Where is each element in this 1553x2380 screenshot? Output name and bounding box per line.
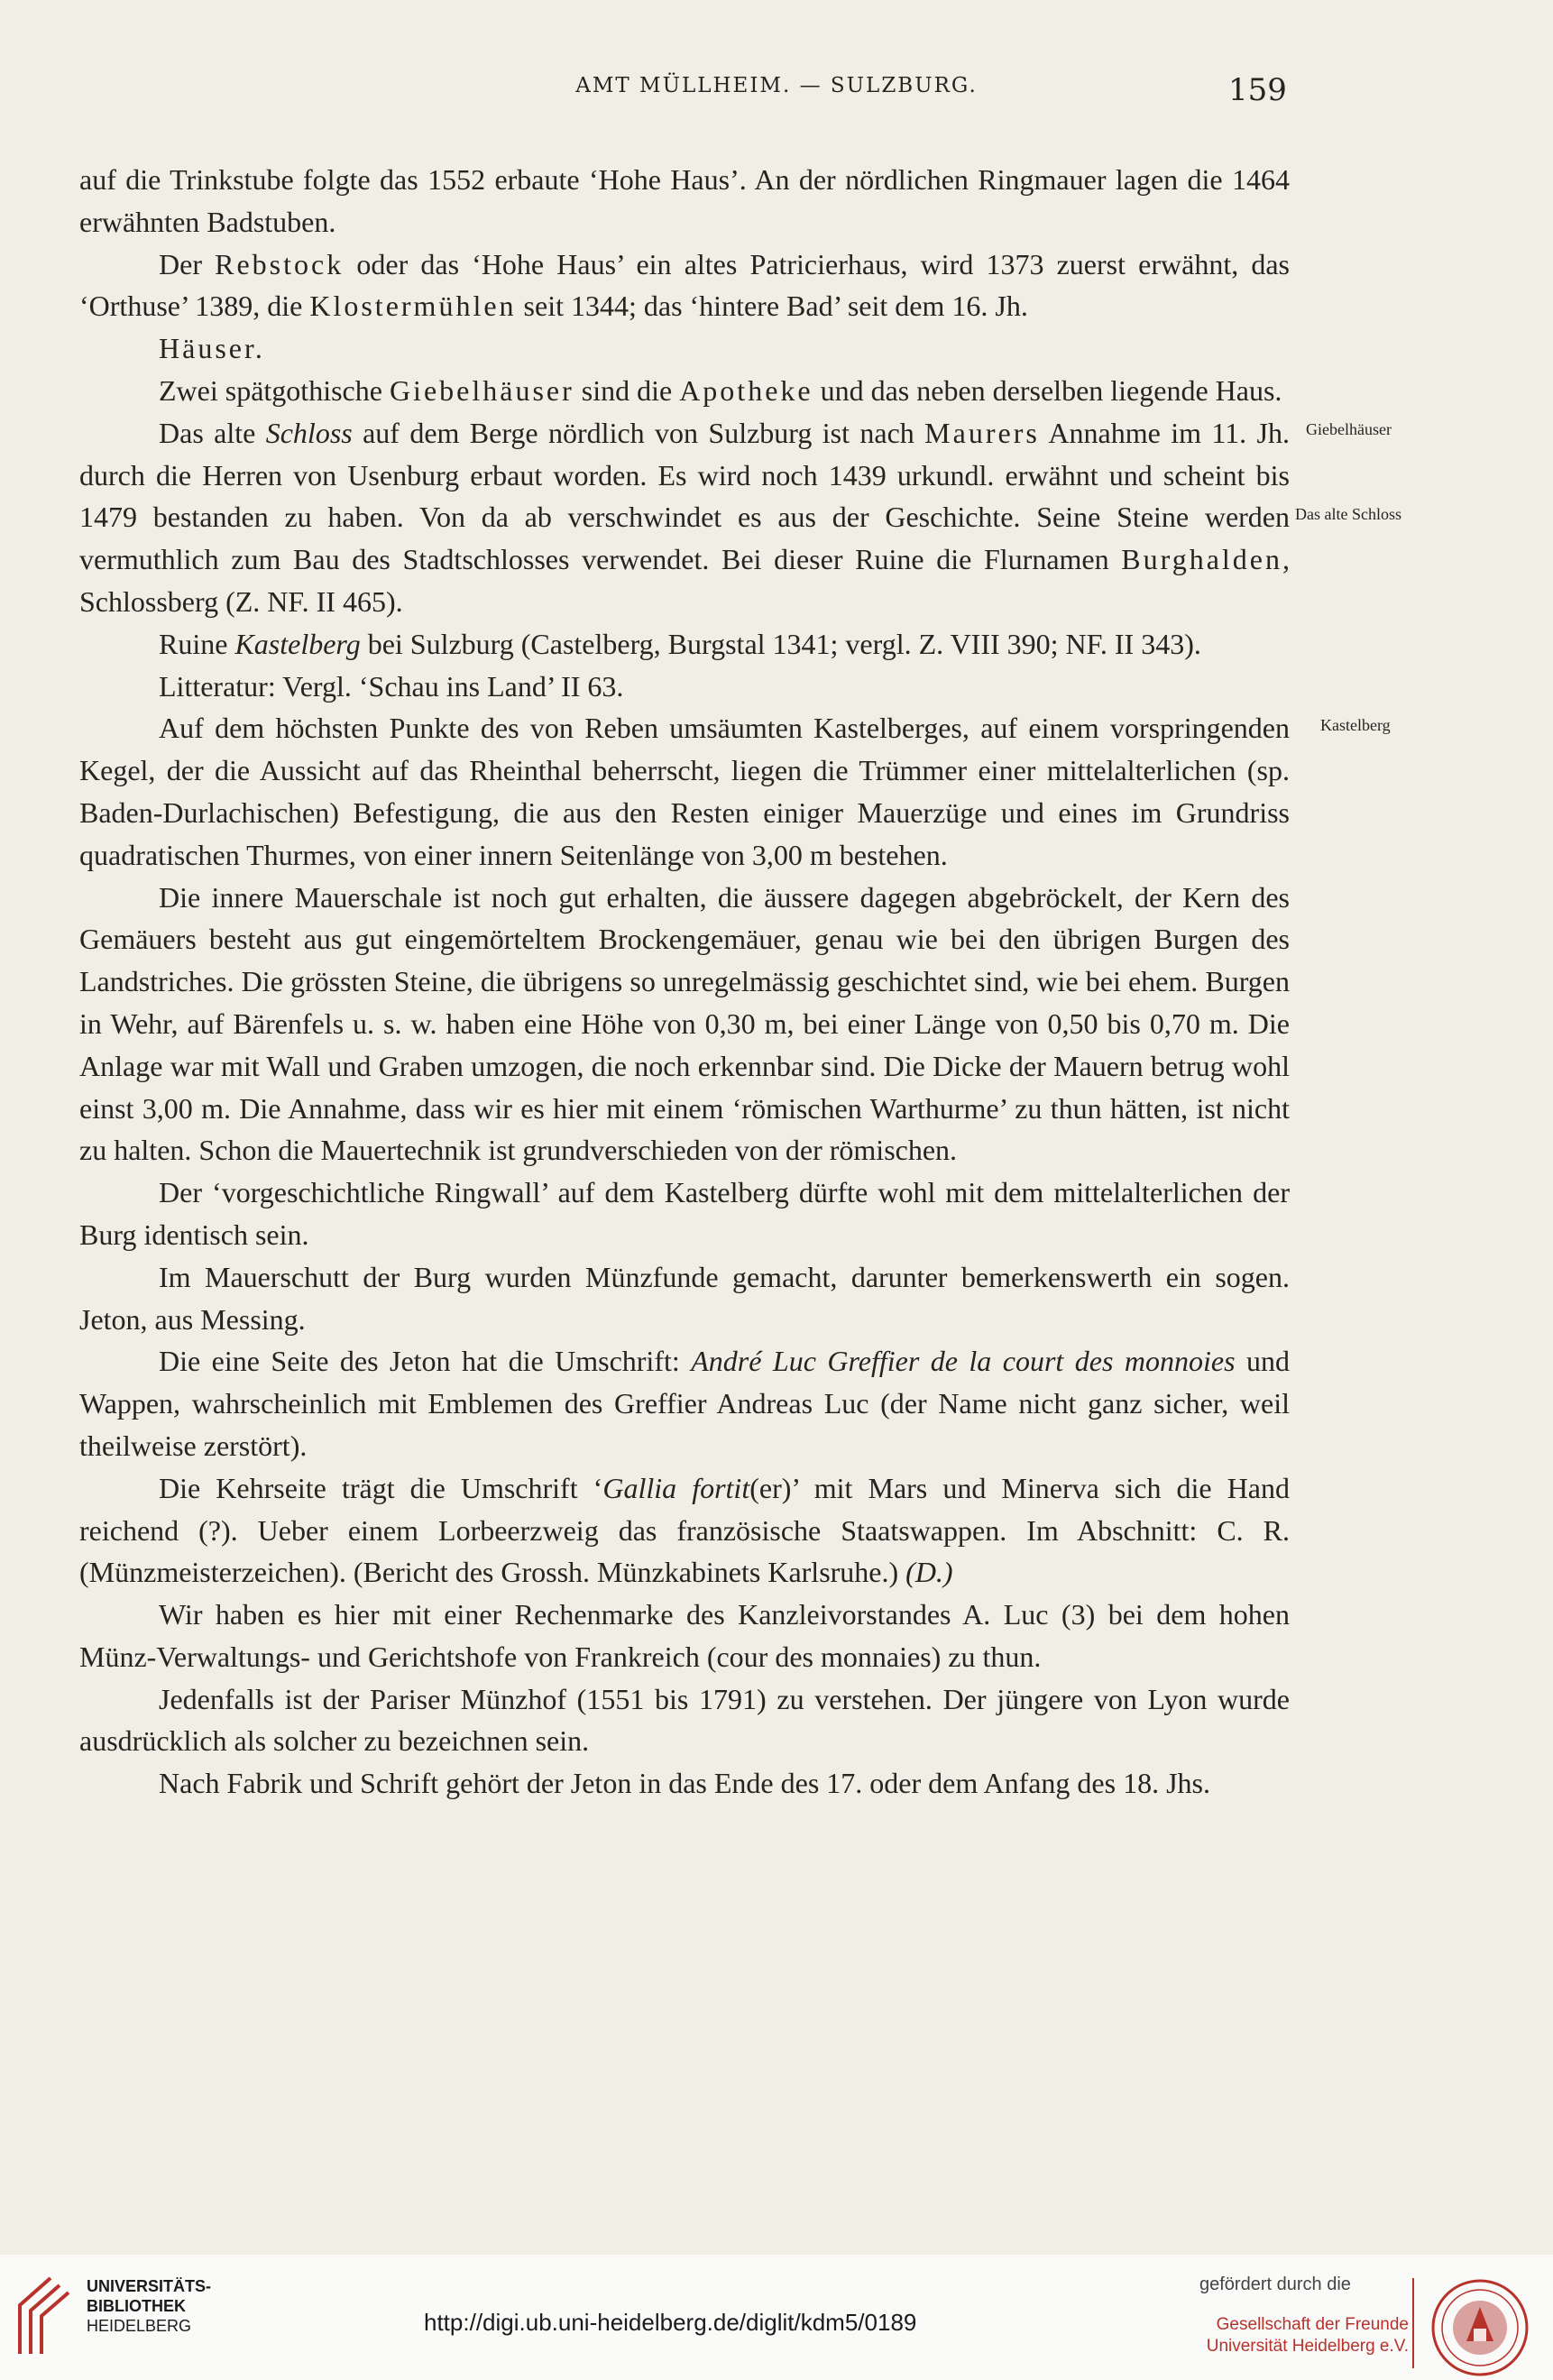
paragraph: Nach Fabrik und Schrift gehört der Jeton in das Ende des 17. oder dem Anfang des 18. Jhs. [159,1767,1210,1800]
margin-note-giebelhaeuser: Giebelhäuser [1306,420,1392,438]
paragraph: Litteratur: Vergl. ‘Schau ins Land’ II 63. [159,669,624,703]
society-name: Gesellschaft der Freunde Universität Heidelberg e.V. [1206,2315,1409,2356]
footer-divider [1412,2278,1414,2368]
paragraph: Der Rebstock oder das ‘Hohe Haus’ ein altes Patricierhaus, wird 1373 zuerst erwähnt, das ‘Orthuse’ 1389, die Klostermühlen seit 1344; das ‘hintere Bad’ seit dem 16. Jh. [79,247,1291,323]
paragraph: Die eine Seite des Jeton hat die Umschrift: André Luc Greffier de la court des monnoies und Wappen, wahrscheinlich mit Emblemen des Greffier Andreas Luc (der Name nicht ganz sicher, weil theilweise zerstört). [79,1345,1291,1462]
paragraph: Die innere Mauerschale ist noch gut erhalten, die äussere dagegen abgebröckelt, der Kern des Gemäuers besteht aus gut eingemörteltem Brockengemäuer, genau wie bei den übrigen Burgen des Landstriches. Die grössten Steine, die übrigens so unregelmässig geschichtet sind, wie bei ehem. Burgen in Wehr, auf Bärenfels u. s. w. haben eine Höhe von 0,30 m, bei einer Länge von 0,50 bis 0,70 m. Die Anlage war mit Wall und Graben umzogen, die noch erkennbar sind. Die Dicke der Mauern betrug wohl einst 3,00 m. Die Annahme, dass wir es hier mit einem ‘römischen Warthurme’ zu thun hätten, ist nicht zu halten. Schon die Mauertechnik ist grundverschieden von der römischen. [79,880,1290,1167]
library-name: UNIVERSITÄTS- BIBLIOTHEK HEIDELBERG [87,2277,212,2335]
paragraph: Jedenfalls ist der Pariser Münzhof (1551 bis 1791) zu verstehen. Der jüngere von Lyon wurde ausdrücklich als solcher zu bezeichnen sein. [79,1682,1290,1758]
paragraph: Der ‘vorgeschichtliche Ringwall’ auf dem Kastelberg dürfte wohl mit dem mittelalterlichen der Burg identisch sein. [79,1176,1290,1251]
section-heading: Häuser. [159,332,265,365]
paragraph: Wir haben es hier mit einer Rechenmarke des Kanzleivorstandes A. Luc (3) bei dem hohen Münz-Verwaltungs- und Gerichtshofe von Frankreich (cour des monnaies) zu thun. [79,1598,1290,1673]
paragraph: auf die Trinkstube folgte das 1552 erbaute ‘Hohe Haus’. An der nördlichen Ringmauer lagen die 1464 erwähnten Badstuben. [79,163,1290,238]
library-logo-icon [14,2271,76,2361]
paragraph: Im Mauerschutt der Burg wurden Münzfunde gemacht, darunter bemerkenswerth ein sogen. Jeton, aus Messing. [79,1260,1290,1336]
university-seal-icon [1430,2278,1530,2377]
running-head: AMT MÜLLHEIM. — SULZBURG. [575,74,978,97]
page-number: 159 [1228,72,1287,108]
body-text [79,159,1290,1805]
funded-by-label: gefördert durch die [1199,2274,1351,2294]
margin-note-kastelberg: Kastelberg [1320,716,1391,734]
paragraph: Zwei spätgothische Giebelhäuser sind die Apotheke und das neben derselben liegende Haus. [159,373,1282,407]
paragraph: Die Kehrseite trägt die Umschrift ‘Gallia fortit(er)’ mit Mars und Minerva sich die Hand reichend (?). Ueber einem Lorbeerzweig das französische Staatswappen. Im Abschnitt: C. R. (Münzmeisterzeichen). (Bericht des Grossh. Münzkabinets Karlsruhe.) (D.) [79,1471,1291,1589]
permalink[interactable]: http://digi.ub.uni-heidelberg.de/diglit/kdm5/0189 [424,2309,917,2336]
margin-note-schloss: Das alte Schloss [1295,505,1401,523]
paragraph: Ruine Kastelberg bei Sulzburg (Castelberg, Burgstal 1341; vergl. Z. VIII 390; NF. II 343). [159,627,1201,660]
paragraph: Das alte Schloss auf dem Berge nördlich von Sulzburg ist nach Maurers Annahme im 11. Jh. durch die Herren von Usenburg erbaut worden. Es wird noch 1439 urkundl. erwähnt und scheint bis 1479 bestanden zu haben. Von da ab verschwindet es aus der Geschichte. Seine Steine werden vermuthlich zum Bau des Stadtschlosses verwendet. Bei dieser Ruine die Flurnamen Burghalden, Schlossberg (Z. NF. II 465). [79,416,1291,618]
paragraph: Auf dem höchsten Punkte des von Reben umsäumten Kastelberges, auf einem vorspringenden Kegel, der die Aussicht auf das Rheinthal beherrscht, liegen die Trümmer einer mittelalterlichen (sp. Baden-Durlachischen) Befestigung, die aus den Resten einiger Mauerzüge und eines im Grundriss quadratischen Thurmes, von einer innern Seitenlänge von 3,00 m bestehen. [79,712,1290,871]
